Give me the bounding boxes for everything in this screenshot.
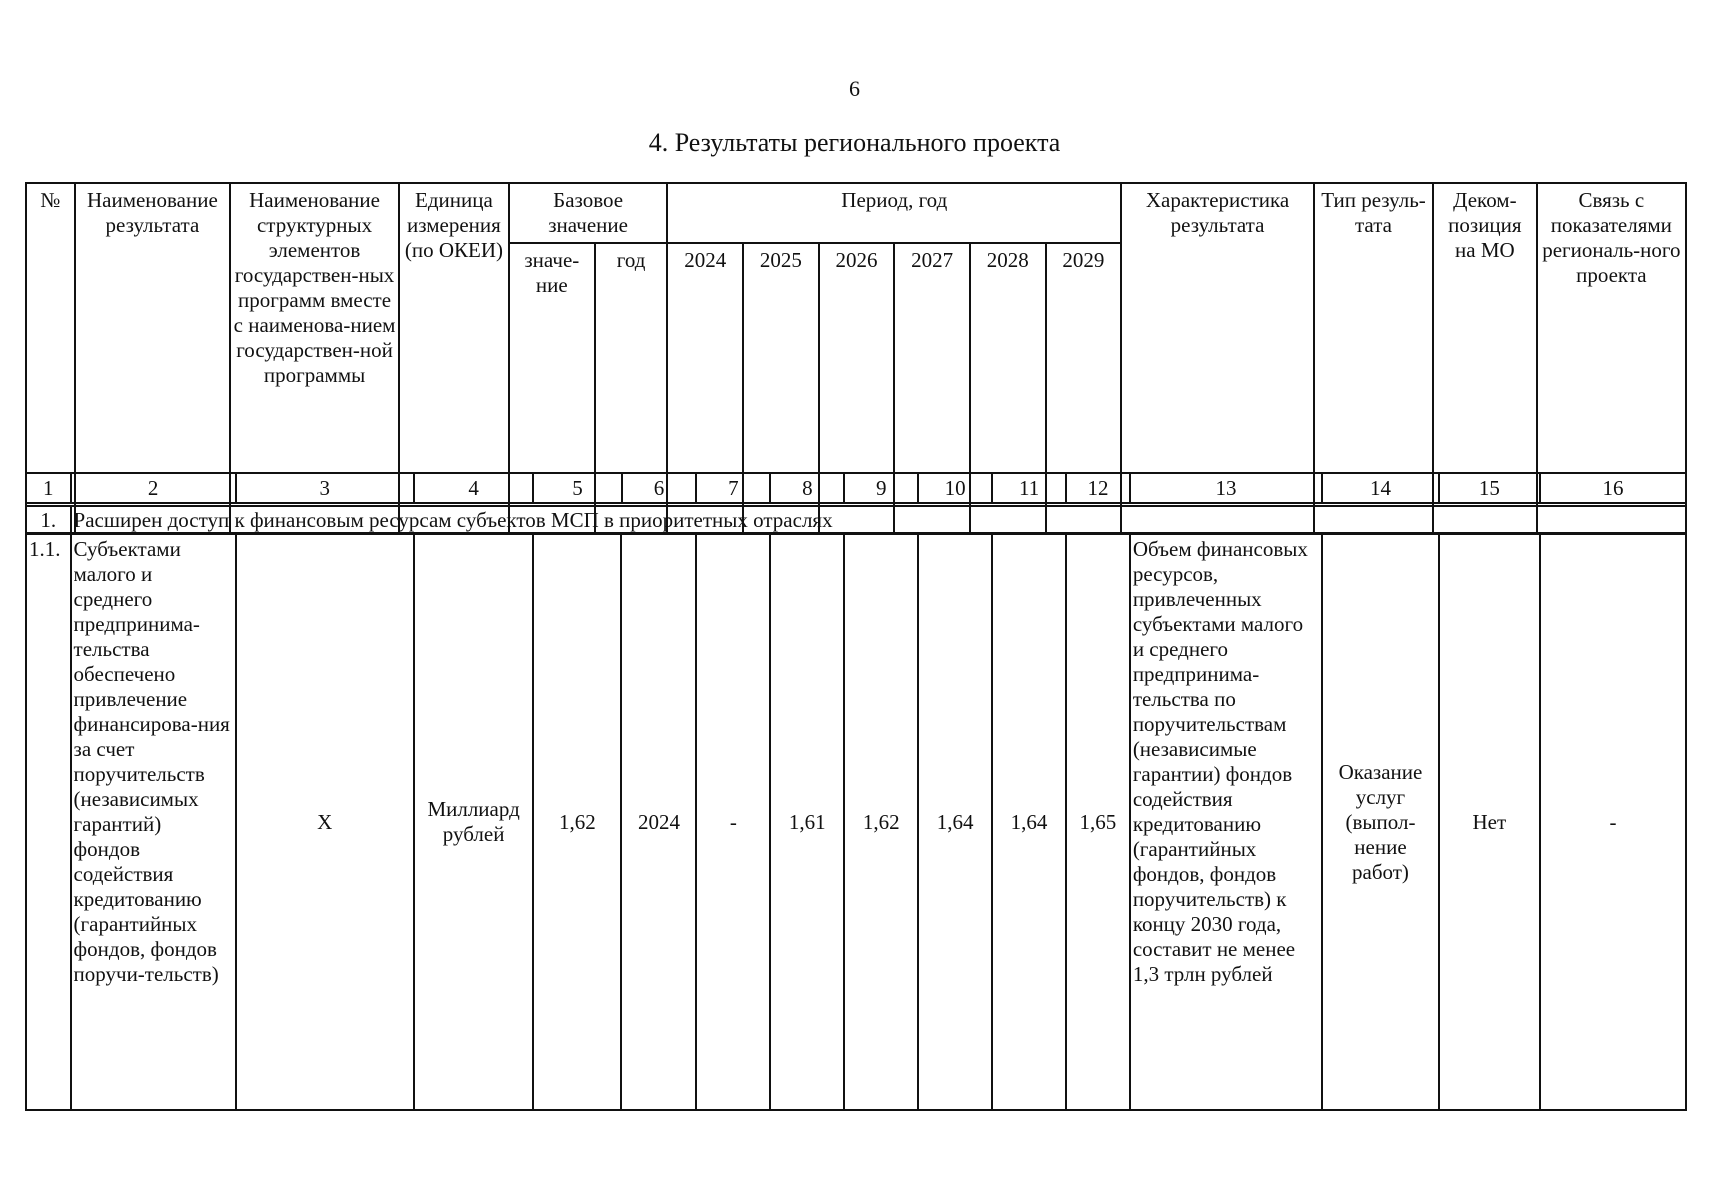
header-type: Тип резуль-тата <box>1314 183 1433 533</box>
header-year: 2028 <box>970 243 1046 533</box>
column-number: 11 <box>992 473 1066 503</box>
header-unit: Единица измерения (по ОКЕИ) <box>399 183 509 533</box>
column-number: 12 <box>1066 473 1130 503</box>
header-characteristic: Характеристика результата <box>1121 183 1314 533</box>
row-result-name: Субъектами малого и среднего предпринима-тельства обеспечено привлечение финансирова-ния за счет поручительств (независимых гарантий) фондов содействия кредитованию (гарантийных фондов, фондов поручи-тельств) <box>71 534 236 1110</box>
header-result-name: Наименование результата <box>75 183 230 533</box>
table-row <box>26 534 1686 1110</box>
column-number: 5 <box>533 473 621 503</box>
header-structural-elements: Наименование структурных элементов государствен-ных программ вместе с наименова-нием государствен-ной программы <box>230 183 399 533</box>
header-year: 2027 <box>894 243 970 533</box>
results-table-body <box>25 505 1687 1111</box>
header-period: Период, год <box>667 183 1121 243</box>
column-numbers-row <box>25 472 1687 504</box>
column-number: 14 <box>1322 473 1438 503</box>
row-value-2027: 1,64 <box>918 534 992 1110</box>
row-value-2024: - <box>696 534 770 1110</box>
column-number: 7 <box>696 473 770 503</box>
column-number: 1 <box>26 473 71 503</box>
column-number: 9 <box>844 473 918 503</box>
row-value-2028: 1,64 <box>992 534 1066 1110</box>
row-decomposition: Нет <box>1439 534 1540 1110</box>
column-number: 15 <box>1439 473 1540 503</box>
header-year: 2025 <box>743 243 819 533</box>
header-year: 2026 <box>819 243 895 533</box>
column-number: 16 <box>1540 473 1686 503</box>
row-value-2029: 1,65 <box>1066 534 1130 1110</box>
column-number: 2 <box>71 473 236 503</box>
header-decomposition: Деком-позиция на МО <box>1433 183 1537 533</box>
column-number: 8 <box>770 473 844 503</box>
header-number: № <box>26 183 75 533</box>
row-value-2026: 1,62 <box>844 534 918 1110</box>
row-type: Оказание услуг (выпол-нение работ) <box>1322 534 1438 1110</box>
section-row <box>26 506 1686 534</box>
column-number: 3 <box>236 473 414 503</box>
column-number: 13 <box>1130 473 1322 503</box>
section-heading: 4. Результаты регионального проекта <box>648 128 1061 157</box>
row-unit: Миллиард рублей <box>414 534 534 1110</box>
page-number: 6 <box>849 76 860 101</box>
section-number: 1. <box>26 506 71 534</box>
header-year: 2024 <box>667 243 743 533</box>
row-characteristic: Объем финансовых ресурсов, привлеченных субъектами малого и среднего предпринима-тельства по поручительствам (независимые гарантии) фондов содействия кредитованию (гарантийных фондов, фондов поручительств) к концу 2030 года, составит не менее 1,3 трлн рублей <box>1130 534 1322 1110</box>
header-base-value: Базовое значение <box>509 183 668 243</box>
column-number: 6 <box>622 473 697 503</box>
row-base-year: 2024 <box>621 534 696 1110</box>
header-year: 2029 <box>1046 243 1122 533</box>
row-number: 1.1. <box>26 534 71 1110</box>
header-base-value-year: год <box>595 243 668 533</box>
column-number: 4 <box>414 473 534 503</box>
section-title: Расширен доступ к финансовым ресурсам субъектов МСП в приоритетных отраслях <box>71 506 1686 534</box>
row-structural-elements: X <box>236 534 414 1110</box>
header-link: Связь с показателями региональ-ного проекта <box>1537 183 1686 533</box>
column-number: 10 <box>918 473 992 503</box>
header-base-value-value: значе-ние <box>509 243 595 533</box>
row-link: - <box>1540 534 1686 1110</box>
row-base-value: 1,62 <box>533 534 621 1110</box>
row-value-2025: 1,61 <box>770 534 844 1110</box>
